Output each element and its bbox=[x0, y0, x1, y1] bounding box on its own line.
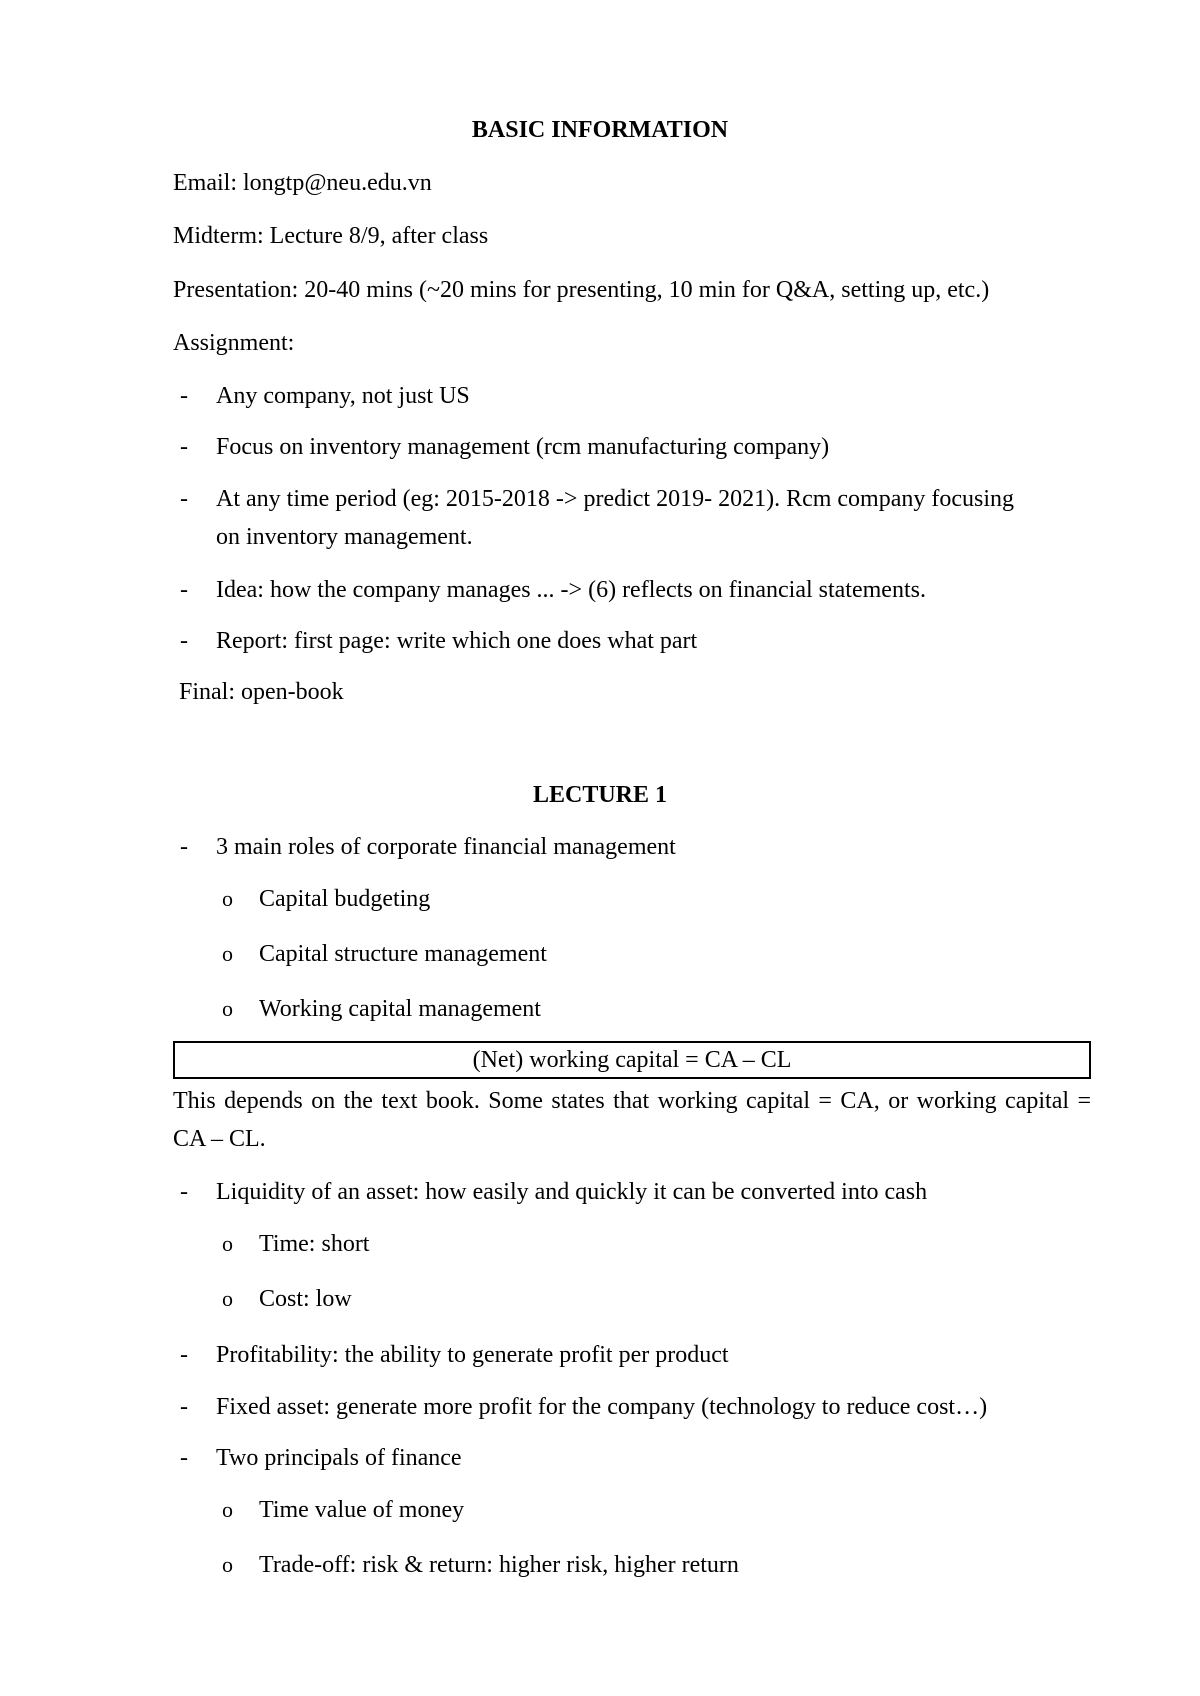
email-line: Email: longtp@neu.edu.vn bbox=[173, 170, 432, 196]
section-title-lecture-1: LECTURE 1 bbox=[532, 782, 668, 808]
assignment-bullet-2: Focus on inventory management (rcm manufacturing company) bbox=[216, 434, 830, 460]
assignment-bullet-3: At any time period (eg: 2015-2018 -> predict 2019- 2021). Rcm company focusing bbox=[216, 486, 1015, 512]
bullet-dash: - bbox=[180, 434, 188, 460]
formula-box bbox=[173, 1041, 1091, 1079]
formula-text: (Net) working capital = CA – CL bbox=[472, 1047, 792, 1073]
section-title-basic-information: BASIC INFORMATION bbox=[471, 117, 729, 143]
assignment-label: Assignment: bbox=[173, 330, 295, 356]
bullet-circle: o bbox=[222, 1497, 233, 1522]
bullet-circle: o bbox=[222, 886, 233, 911]
bullet-circle: o bbox=[222, 1286, 233, 1311]
presentation-line: Presentation: 20-40 mins (~20 mins for presenting, 10 min for Q&A, setting up, etc.) bbox=[173, 277, 990, 303]
assignment-bullet-4: Idea: how the company manages ... -> (6) reflects on financial statements. bbox=[216, 577, 926, 603]
principals-sub-1: Time value of money bbox=[259, 1497, 465, 1523]
bullet-dash: - bbox=[180, 834, 188, 860]
roles-sub-3: Working capital management bbox=[259, 996, 541, 1022]
roles-bullet: 3 main roles of corporate financial management bbox=[216, 834, 676, 860]
profitability-bullet: Profitability: the ability to generate profit per product bbox=[216, 1342, 729, 1368]
bullet-circle: o bbox=[222, 1552, 233, 1577]
bullet-dash: - bbox=[180, 577, 188, 603]
bullet-dash: - bbox=[180, 628, 188, 654]
liquidity-bullet: Liquidity of an asset: how easily and quickly it can be converted into cash bbox=[216, 1179, 928, 1205]
assignment-bullet-5: Report: first page: write which one does what part bbox=[216, 628, 698, 654]
bullet-dash: - bbox=[180, 486, 188, 512]
midterm-line: Midterm: Lecture 8/9, after class bbox=[173, 223, 489, 249]
liquidity-sub-1: Time: short bbox=[259, 1231, 370, 1257]
principals-bullet: Two principals of finance bbox=[216, 1445, 462, 1471]
roles-sub-2: Capital structure management bbox=[259, 941, 547, 967]
assignment-bullet-1: Any company, not just US bbox=[216, 383, 470, 409]
roles-sub-1: Capital budgeting bbox=[259, 886, 431, 912]
bullet-dash: - bbox=[180, 383, 188, 409]
bullet-circle: o bbox=[222, 1231, 233, 1256]
bullet-dash: - bbox=[180, 1445, 188, 1471]
principals-sub-2: Trade-off: risk & return: higher risk, higher return bbox=[259, 1552, 739, 1578]
assignment-bullet-3-cont: on inventory management. bbox=[216, 524, 473, 550]
final-line: Final: open-book bbox=[179, 679, 344, 705]
bullet-dash: - bbox=[180, 1342, 188, 1368]
working-capital-note: This depends on the text book. Some states that working capital = CA, or working capital = CA – CL. bbox=[173, 1088, 1091, 1152]
bullet-dash: - bbox=[180, 1394, 188, 1420]
liquidity-sub-2: Cost: low bbox=[259, 1286, 352, 1312]
bullet-circle: o bbox=[222, 996, 233, 1021]
bullet-circle: o bbox=[222, 941, 233, 966]
bullet-dash: - bbox=[180, 1179, 188, 1205]
fixed-asset-bullet: Fixed asset: generate more profit for the company (technology to reduce cost…) bbox=[216, 1394, 988, 1420]
